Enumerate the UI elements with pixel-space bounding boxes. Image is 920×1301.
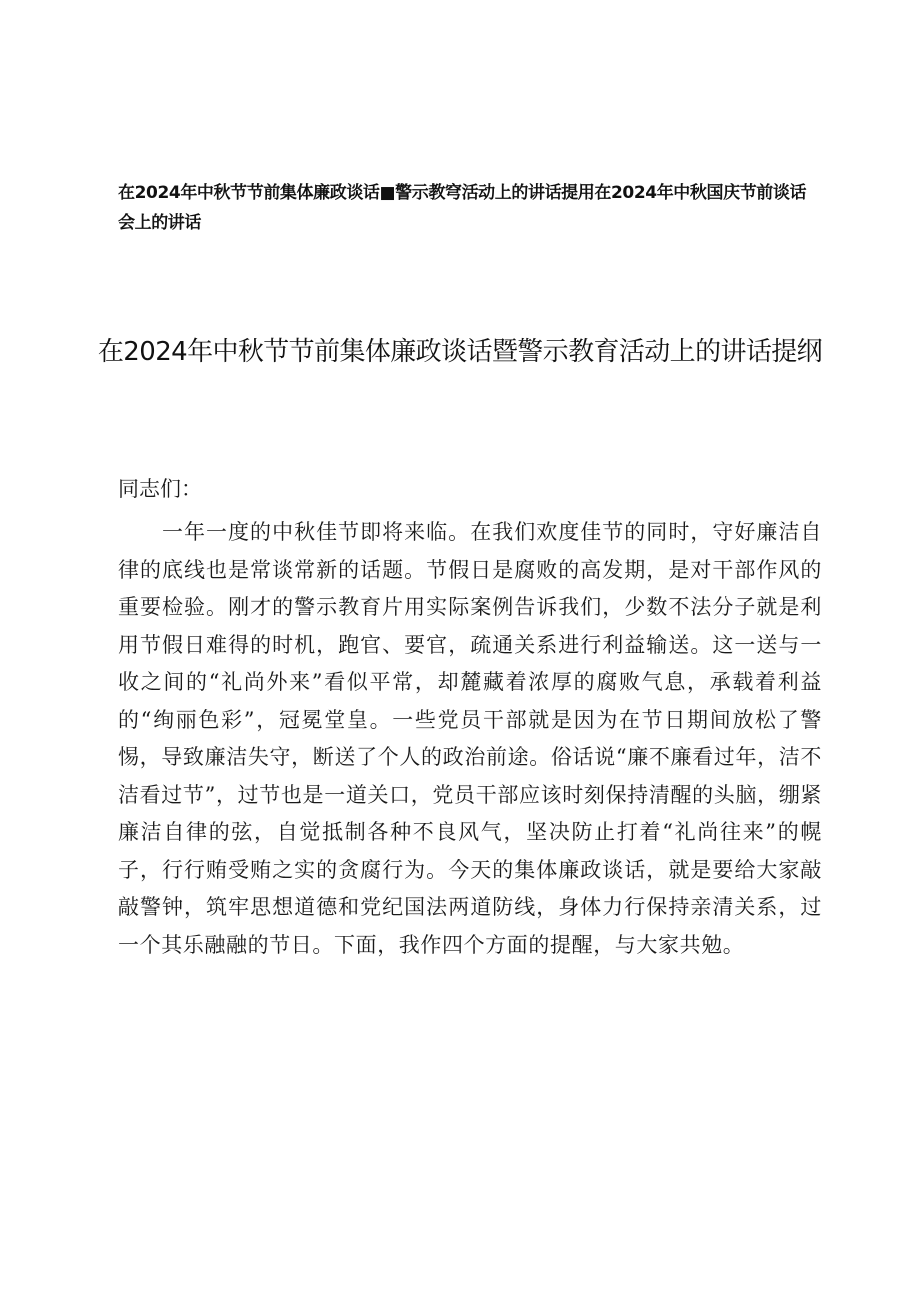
document-header: 在2024年中秋节节前集体廉政谈话■警示教穹活动上的讲话提用在2024年中秋国庆节前谈话会上的讲话 [118,183,807,233]
body-paragraph: 一年一度的中秋佳节即将来临。在我们欢度佳节的同时，守好廉洁自律的底线也是常谈常新的话题。节假日是腐败的高发期，是对干部作风的重要检验。刚才的警示教育片用实际案例告诉我们，少数不法分子就是利用节假日难得的时机，跑官、要官，疏通关系进行利益输送。这一送与一收之间的“礼尚外来”看似平常，却麓藏着浓厚的腐败气息，承载着利益的“绚丽色彩”，冠冕堂皇。一些党员干部就是因为在节日期间放松了警惕，导致廉洁失守，断送了个人的政治前途。俗话说“廉不廉看过年，洁不洁看过节”，过节也是一道关口，党员干部应该时刻保持清醒的头脑，绷紧廉洁自律的弦，自觉抵制各种不良风气，坚决防止打着“礼尚往来”的幌子，行行贿受贿之实的贪腐行为。今天的集体廉政谈话，就是要给大家敲敲警钟，筑牢思想道德和党纪国法两道防线，身体力行保持亲清关系，过一个其乐融融的节日。下面，我作四个方面的提醒，与大家共勉。 [118,520,822,957]
salutation: 同志们： [118,477,202,501]
document-title: 在2024年中秋节节前集体廉政谈话暨警示教育活动上的讲话提纲 [97,337,823,367]
